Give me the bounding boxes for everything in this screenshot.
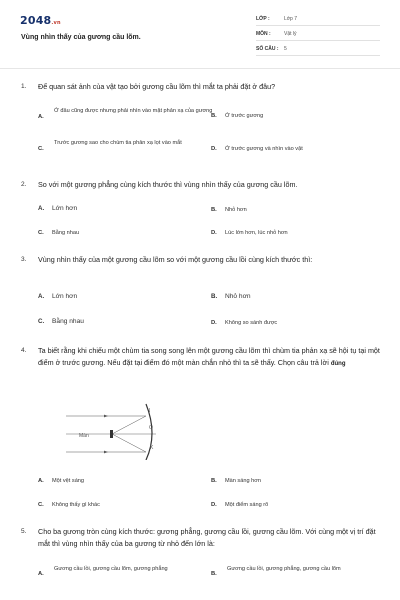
- question-2-option-d[interactable]: [211, 229, 381, 239]
- option-text: Lớn hơn: [52, 293, 78, 300]
- option-text: Nhỏ hơn: [225, 207, 247, 213]
- reflected-ray-top: [112, 416, 146, 434]
- question-4-option-c[interactable]: [38, 501, 188, 511]
- site-logo[interactable]: [20, 14, 61, 27]
- question-4-text: [38, 345, 383, 370]
- question-4-option-b[interactable]: [211, 477, 361, 487]
- option-letter: C.: [38, 230, 44, 236]
- concave-mirror-figure: [66, 394, 170, 460]
- screen-shape: [110, 430, 113, 438]
- question-2-text: So với một gương phẳng cùng kích thước thì vùng nhìn thấy của gương cầu lõm.: [38, 180, 298, 189]
- meta-label: SỐ CÂU :: [256, 46, 279, 52]
- question-4-text-emphasis: đúng: [330, 361, 346, 367]
- option-text: Ở đâu cũng được nhưng phải nhìn vào mặt phản xạ của gương: [54, 108, 213, 114]
- question-1-number: 1.: [21, 83, 27, 90]
- arrow-bottom: [104, 451, 108, 454]
- page-title: Vùng nhìn thấy của gương cầu lõm.: [21, 34, 141, 41]
- meta-label: LỚP :: [256, 16, 270, 22]
- meta-value: Vật lý: [284, 31, 297, 37]
- question-1-option-c[interactable]: [38, 139, 218, 159]
- option-text: Nhỏ hơn: [225, 293, 251, 300]
- option-text: Ở trước gương và nhìn vào vật: [225, 146, 303, 152]
- question-3-option-b[interactable]: [211, 293, 361, 303]
- question-3-number: 3.: [21, 256, 27, 263]
- label-i: I: [149, 408, 151, 414]
- option-text: Gương cầu lồi, gương cầu lõm, gương phẳng: [54, 566, 168, 572]
- page-header: [0, 0, 400, 66]
- question-3-option-c[interactable]: [38, 318, 188, 328]
- question-1-option-d[interactable]: [211, 143, 386, 155]
- option-text: Một vệt sáng: [52, 478, 85, 484]
- option-text: Bằng nhau: [52, 318, 84, 325]
- question-1-option-b[interactable]: [211, 110, 381, 122]
- question-4-text-body: Ta biết rằng khi chiếu một chùm tia song song lên một gương cầu lõm thì chùm tia phản xạ sẽ hội tụ tại một điểm ở trước gương. Nếu đặt tại điểm đó một màn chắn nhỏ thì ta sẽ thấy. Chọn câu trả lời: [38, 346, 380, 367]
- option-text: Một điểm sáng rõ: [225, 502, 269, 508]
- question-1-option-a[interactable]: [38, 107, 218, 127]
- question-2-number: 2.: [21, 181, 27, 188]
- arrow-top: [104, 415, 108, 418]
- option-letter: B.: [211, 478, 217, 484]
- meta-count-row: [256, 44, 380, 56]
- option-letter: A.: [38, 293, 45, 300]
- question-4-option-a[interactable]: [38, 477, 188, 487]
- option-text: Trước gương sao cho chùm tia phản xạ lọt vào mắt: [54, 140, 182, 146]
- question-4-number: 4.: [21, 347, 27, 354]
- option-text: Ở trước gương: [225, 113, 264, 119]
- reflected-ray-bottom: [112, 434, 146, 452]
- question-5-option-b[interactable]: [211, 565, 381, 585]
- logo-suffix: .vn: [51, 20, 61, 26]
- option-letter: B.: [211, 113, 217, 119]
- option-text: Lớn hơn: [52, 205, 78, 212]
- option-letter: D.: [211, 230, 217, 236]
- question-2-option-c[interactable]: [38, 229, 188, 239]
- meta-value: Lớp 7: [284, 16, 298, 22]
- option-text: Màn sáng hơn: [225, 478, 262, 484]
- label-k: K: [150, 445, 154, 451]
- question-3-option-d[interactable]: [211, 319, 381, 329]
- option-text: Gương cầu lồi, gương phẳng, gương cầu lõm: [227, 566, 341, 572]
- option-letter: D.: [211, 502, 217, 508]
- option-letter: D.: [211, 146, 217, 152]
- option-letter: B.: [211, 207, 217, 213]
- option-letter: C.: [38, 146, 44, 152]
- option-text: Lúc lớn hơn, lúc nhỏ hơn: [225, 230, 288, 236]
- label-o: O: [149, 425, 153, 431]
- question-1-text: Để quan sát ảnh của vật tạo bởi gương cầu lõm thì mắt ta phải đặt ở đâu?: [38, 82, 276, 91]
- option-letter: A.: [38, 478, 44, 484]
- question-3-option-a[interactable]: [38, 293, 188, 303]
- option-letter: B.: [211, 293, 218, 300]
- option-letter: C.: [38, 318, 45, 325]
- option-letter: B.: [211, 571, 217, 577]
- header-divider: [0, 68, 400, 69]
- option-letter: A.: [38, 205, 45, 212]
- option-letter: A.: [38, 114, 44, 120]
- meta-grade-row: [256, 14, 380, 26]
- question-3-text: Vùng nhìn thấy của một gương cầu lõm so với một gương cầu lồi cùng kích thước thì:: [38, 255, 313, 264]
- question-4-option-d[interactable]: [211, 501, 361, 511]
- question-5-text: Cho ba gương tròn cùng kích thước: gương phẳng, gương cầu lồi, gương cầu lõm. Với cùng một vị trí đặt mắt thì vùng nhìn thấy của ba gương từ nhỏ đến lớn là:: [38, 527, 376, 548]
- logo-text: 2048: [20, 14, 52, 27]
- question-5-option-a[interactable]: [38, 565, 208, 585]
- label-screen: Màn: [79, 433, 89, 439]
- option-text: Bằng nhau: [52, 230, 80, 236]
- option-text: Không so sánh được: [225, 320, 278, 326]
- question-2-option-b[interactable]: [211, 206, 361, 216]
- question-5-number: 5.: [21, 528, 27, 535]
- option-letter: A.: [38, 571, 44, 577]
- option-letter: C.: [38, 502, 44, 508]
- meta-subject-row: [256, 29, 380, 41]
- meta-value: 5: [284, 46, 287, 52]
- option-letter: D.: [211, 320, 217, 326]
- question-2-option-a[interactable]: [38, 205, 188, 215]
- option-text: Không thấy gì khác: [52, 502, 100, 508]
- meta-label: MÔN :: [256, 31, 271, 37]
